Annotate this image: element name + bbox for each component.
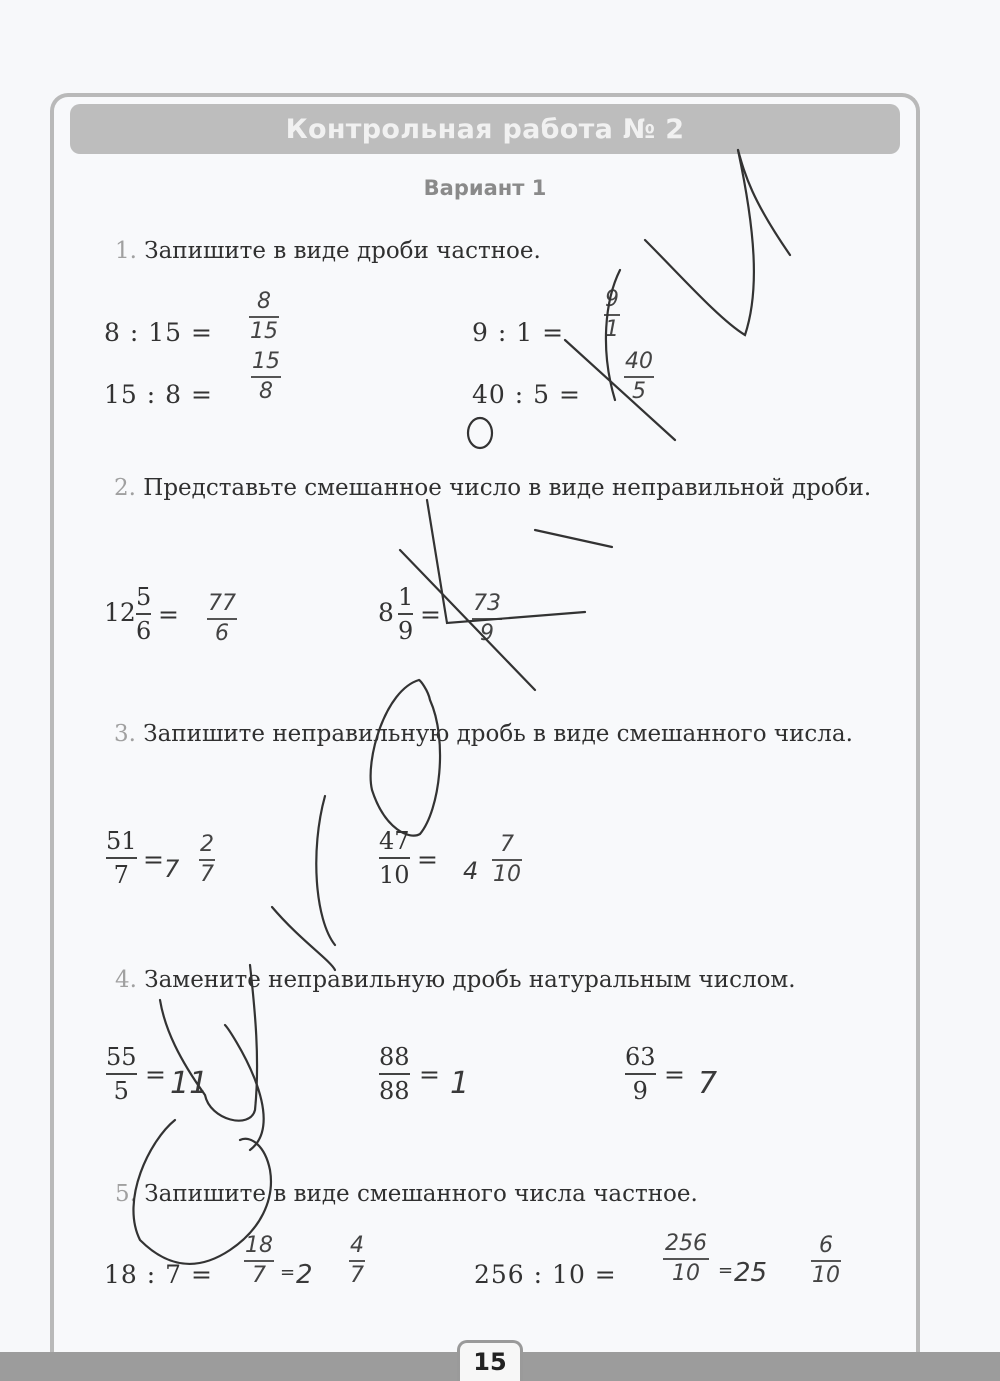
task-3-fraction-1 (106, 828, 137, 888)
step-denominator: 7 (252, 1262, 266, 1288)
task-4-prompt (115, 962, 796, 998)
equals-sign: = (145, 1060, 167, 1089)
task-1-prompt (115, 233, 541, 269)
answer-numerator: 15 (252, 349, 280, 374)
task-1-answer-4 (625, 350, 653, 404)
numerator: 5 (136, 583, 152, 611)
task-2-fraction-2 (398, 584, 413, 644)
denominator: 7 (113, 860, 129, 889)
answer-numerator: 9 (605, 287, 619, 312)
task-4-fraction-1 (106, 1044, 137, 1104)
answer-numerator: 8 (257, 289, 271, 314)
task-2-answer-1 (208, 592, 236, 646)
task-1-expr-3: 9 : 1 = (472, 318, 565, 347)
answer-denominator: 9 (480, 620, 494, 646)
task-3-answer-2-whole: 4 (463, 857, 479, 885)
denominator: 88 (379, 1076, 410, 1105)
step-numerator: 18 (245, 1233, 273, 1258)
task-5-answer-2-whole: 25 (734, 1258, 768, 1288)
page-number: 15 (473, 1348, 507, 1376)
denominator: 5 (113, 1076, 129, 1105)
task-4-answer-2: 1 (450, 1066, 470, 1101)
step-denominator: 10 (672, 1260, 700, 1286)
equals-sign: = (718, 1260, 734, 1281)
task-5-expr-2: 256 : 10 = (474, 1260, 617, 1289)
numerator: 1 (398, 583, 414, 611)
task-2-whole-2: 8 (378, 598, 394, 627)
task-text: Запишите в виде смешанного числа частное. (144, 1181, 698, 1207)
task-3-answer-1-fraction (200, 833, 214, 887)
answer-numerator: 4 (350, 1233, 364, 1258)
task-3-answer-2-fraction (493, 833, 521, 887)
denominator: 6 (136, 616, 152, 645)
equals-sign: = (419, 1060, 441, 1089)
equals-sign: = (417, 845, 439, 874)
task-text: Запишите в виде дроби частное. (144, 238, 541, 264)
equals-sign: = (280, 1262, 296, 1283)
equals-sign: = (664, 1060, 686, 1089)
step-numerator: 256 (665, 1231, 707, 1256)
task-text: Представьте смешанное число в виде неправильной дроби. (143, 475, 872, 501)
equals-sign: = (158, 600, 180, 629)
task-1-answer-3 (605, 288, 619, 342)
task-1-expr-1: 8 : 15 = (104, 318, 213, 347)
answer-denominator: 8 (259, 378, 273, 404)
task-5-expr-1: 18 : 7 = (104, 1260, 213, 1289)
task-1-answer-1 (250, 290, 278, 344)
answer-numerator: 7 (500, 832, 514, 857)
answer-numerator: 77 (208, 591, 236, 616)
answer-denominator: 5 (632, 378, 646, 404)
answer-numerator: 40 (625, 349, 653, 374)
answer-denominator: 7 (350, 1262, 364, 1288)
task-number: 5. (115, 1181, 137, 1207)
task-3-answer-1-whole: 7 (164, 855, 180, 883)
variant-heading: Вариант 1 (423, 176, 547, 200)
denominator: 10 (379, 860, 410, 889)
task-number: 3. (114, 721, 136, 747)
task-number: 1. (115, 238, 137, 264)
task-text: Запишите неправильную дробь в виде смешанного числа. (143, 721, 853, 747)
task-5-answer-2-fraction (812, 1234, 840, 1288)
task-number: 4. (115, 967, 137, 993)
task-1-answer-2 (252, 350, 280, 404)
title-banner (70, 104, 900, 154)
numerator: 55 (106, 1043, 137, 1071)
task-2-fraction-1 (136, 584, 151, 644)
task-1-expr-2: 15 : 8 = (104, 380, 213, 409)
task-5-answer-1-whole: 2 (296, 1260, 313, 1290)
numerator: 63 (625, 1043, 656, 1071)
denominator: 9 (632, 1076, 648, 1105)
numerator: 88 (379, 1043, 410, 1071)
task-3-fraction-2 (379, 828, 410, 888)
answer-denominator: 10 (812, 1262, 840, 1288)
task-4-answer-3: 7 (698, 1066, 718, 1101)
task-5-step-2 (665, 1232, 707, 1286)
task-4-fraction-3 (625, 1044, 656, 1104)
answer-denominator: 6 (215, 620, 229, 646)
task-3-prompt (72, 716, 902, 752)
task-5-prompt (115, 1176, 698, 1212)
answer-denominator: 10 (493, 861, 521, 887)
task-5-step-1 (245, 1234, 273, 1288)
task-2-answer-2 (473, 592, 501, 646)
answer-numerator: 6 (819, 1233, 833, 1258)
denominator: 9 (398, 616, 414, 645)
page-title: Контрольная работа № 2 (285, 113, 685, 145)
task-2-prompt (72, 470, 902, 506)
equals-sign: = (420, 600, 442, 629)
task-5-answer-1-fraction (350, 1234, 364, 1288)
answer-numerator: 2 (200, 832, 214, 857)
numerator: 51 (106, 827, 137, 855)
answer-denominator: 15 (250, 318, 278, 344)
task-text: Замените неправильную дробь натуральным числом. (144, 967, 796, 993)
task-1-expr-4: 40 : 5 = (472, 380, 581, 409)
task-4-fraction-2 (379, 1044, 410, 1104)
task-number: 2. (114, 475, 136, 501)
answer-denominator: 1 (605, 316, 619, 342)
task-4-answer-1: 11 (170, 1066, 209, 1101)
page-number-tab (457, 1340, 523, 1381)
numerator: 47 (379, 827, 410, 855)
task-2-whole-1: 12 (104, 598, 136, 627)
equals-sign: = (143, 845, 165, 874)
answer-denominator: 7 (200, 861, 214, 887)
answer-numerator: 73 (473, 591, 501, 616)
